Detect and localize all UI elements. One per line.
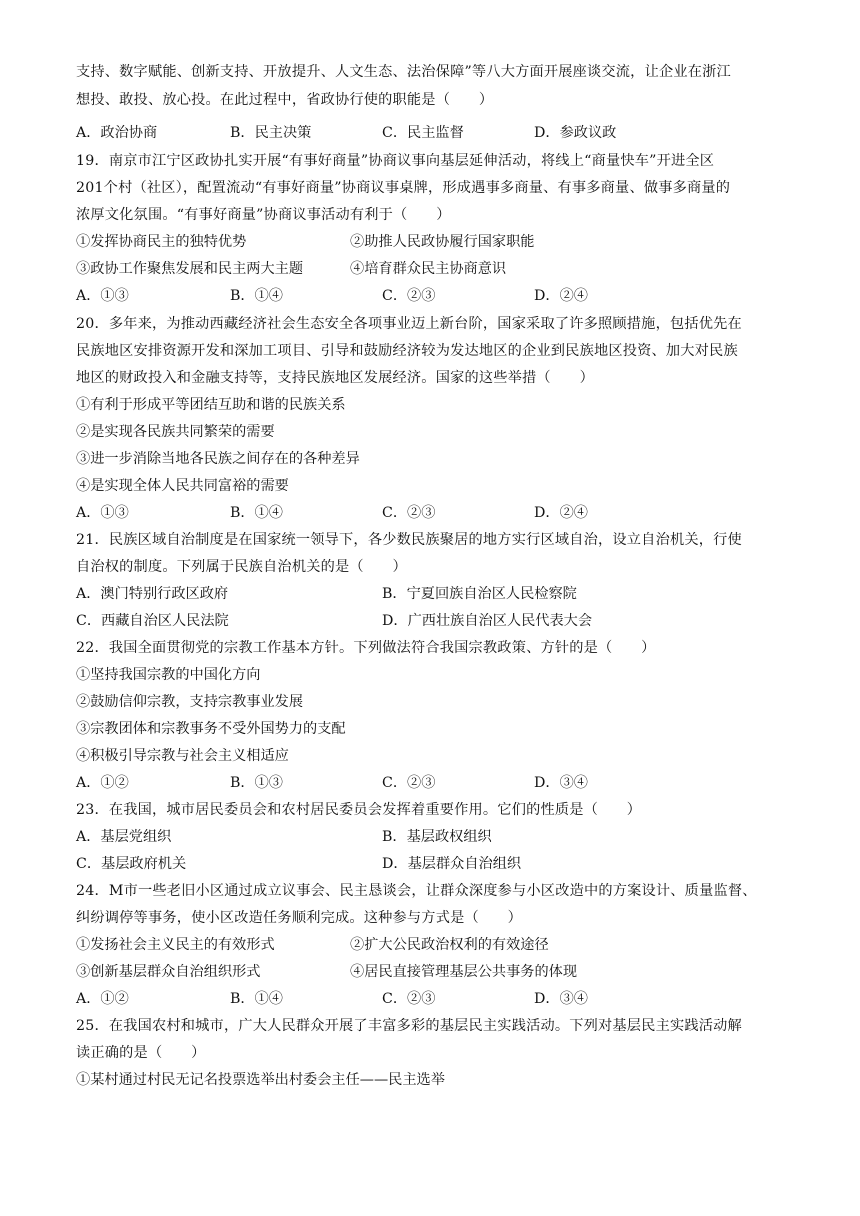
q21-option-b: B．宁夏回族自治区人民检察院: [382, 586, 577, 602]
q24-option-b: B．①④: [230, 991, 283, 1007]
q19-option-b: B．①④: [230, 288, 283, 304]
q18-option-d: D．参政议政: [534, 125, 617, 141]
q19-statement-4: ④培育群众民主协商意识: [350, 261, 507, 277]
q18-option-c: C．民主监督: [382, 125, 464, 141]
q22-statement-3: ③宗教团体和宗教事务不受外国势力的支配: [76, 721, 346, 737]
q20-option-a: A．①③: [76, 505, 129, 521]
q19-option-c: C．②③: [382, 288, 436, 304]
q22-text-line-1: 22．我国全面贯彻党的宗教工作基本方针。下列做法符合我国宗教政策、方针的是（ ）: [76, 640, 656, 656]
q22-option-b: B．①③: [230, 775, 283, 791]
q18-text-line-2: 想投、敢投、放心投。在此过程中，省政协行使的职能是（ ）: [76, 92, 494, 108]
q20-statement-3: ③进一步消除当地各民族之间存在的各种差异: [76, 451, 360, 467]
q22-option-d: D．③④: [534, 775, 588, 791]
q23-option-a: A．基层党组织: [76, 829, 172, 845]
q22-statement-4: ④积极引导宗教与社会主义相适应: [76, 748, 289, 764]
q25-statement-1: ①某村通过村民无记名投票选举出村委会主任——民主选举: [76, 1072, 445, 1088]
q19-option-a: A．①③: [76, 288, 129, 304]
q24-option-a: A．①②: [76, 991, 129, 1007]
q20-statement-2: ②是实现各民族共同繁荣的需要: [76, 424, 275, 440]
q24-statement-1: ①发扬社会主义民主的有效形式: [76, 937, 275, 953]
q25-text-line-1: 25．在我国农村和城市，广大人民群众开展了丰富多彩的基层民主实践活动。下列对基层民主实践活动解: [76, 1018, 742, 1034]
q18-option-a: A．政治协商: [76, 125, 158, 141]
q20-statement-1: ①有利于形成平等团结互助和谐的民族关系: [76, 397, 346, 413]
q19-statement-3: ③政协工作聚焦发展和民主两大主题: [76, 261, 304, 277]
q24-statement-4: ④居民直接管理基层公共事务的体现: [350, 964, 578, 980]
q20-option-b: B．①④: [230, 505, 283, 521]
q19-text-line-3: 浓厚文化氛围。“有事好商量”协商议事活动有利于（ ）: [76, 207, 451, 223]
q22-statement-2: ②鼓励信仰宗教，支持宗教事业发展: [76, 694, 304, 710]
q20-text-line-2: 民族地区安排资源开发和深加工项目、引导和鼓励经济较为发达地区的企业到民族地区投资、加大对民族: [76, 343, 738, 359]
q23-option-d: D．基层群众自治组织: [382, 856, 522, 872]
q19-statement-1: ①发挥协商民主的独特优势: [76, 234, 247, 250]
q21-text-line-1: 21．民族区域自治制度是在国家统一领导下，各少数民族聚居的地方实行区域自治，设立自治机关，行使: [76, 532, 742, 548]
q24-statement-3: ③创新基层群众自治组织形式: [76, 964, 261, 980]
q24-option-c: C．②③: [382, 991, 436, 1007]
q22-statement-1: ①坚持我国宗教的中国化方向: [76, 667, 261, 683]
q21-option-a: A．澳门特别行政区政府: [76, 586, 229, 602]
q18-option-b: B．民主决策: [230, 125, 312, 141]
q19-text-line-1: 19．南京市江宁区政协扎实开展“有事好商量”协商议事向基层延伸活动，将线上“商量快车”开进全区: [76, 153, 715, 169]
q23-option-c: C．基层政府机关: [76, 856, 187, 872]
q20-option-d: D．②④: [534, 505, 588, 521]
q19-text-line-2: 201个村（社区），配置流动“有事好商量”协商议事桌牌，形成遇事多商量、有事多商量、做事多商量的: [76, 180, 731, 196]
q24-text-line-2: 纠纷调停等事务，使小区改造任务顺利完成。这种参与方式是（ ）: [76, 910, 523, 926]
q19-option-d: D．②④: [534, 288, 588, 304]
q21-option-d: D．广西壮族自治区人民代表大会: [382, 613, 593, 629]
q21-option-c: C．西藏自治区人民法院: [76, 613, 229, 629]
q19-statement-2: ②助推人民政协履行国家职能: [350, 234, 535, 250]
q24-statement-2: ②扩大公民政治权利的有效途径: [350, 937, 549, 953]
q22-option-a: A．①②: [76, 775, 129, 791]
q20-text-line-1: 20．多年来，为推动西藏经济社会生态安全各项事业迈上新台阶，国家采取了许多照顾措施，包括优先在: [76, 316, 742, 332]
q20-statement-4: ④是实现全体人民共同富裕的需要: [76, 478, 289, 494]
q21-text-line-2: 自治权的制度。下列属于民族自治机关的是（ ）: [76, 559, 407, 575]
q20-text-line-3: 地区的财政投入和金融支持等，支持民族地区发展经济。国家的这些举措（ ）: [76, 370, 594, 386]
q22-option-c: C．②③: [382, 775, 436, 791]
q23-option-b: B．基层政权组织: [382, 829, 492, 845]
q20-option-c: C．②③: [382, 505, 436, 521]
q23-text-line-1: 23．在我国，城市居民委员会和农村居民委员会发挥着重要作用。它们的性质是（ ）: [76, 802, 642, 818]
q24-text-line-1: 24．M市一些老旧小区通过成立议事会、民主恳谈会，让群众深度参与小区改造中的方案设计、质量监督、: [76, 883, 757, 899]
q25-text-line-2: 读正确的是（ ）: [76, 1045, 206, 1061]
q18-text-line-1: 支持、数字赋能、创新支持、开放提升、人文生态、法治保障”等八大方面开展座谈交流，让企业在浙江: [76, 64, 731, 80]
q24-option-d: D．③④: [534, 991, 588, 1007]
